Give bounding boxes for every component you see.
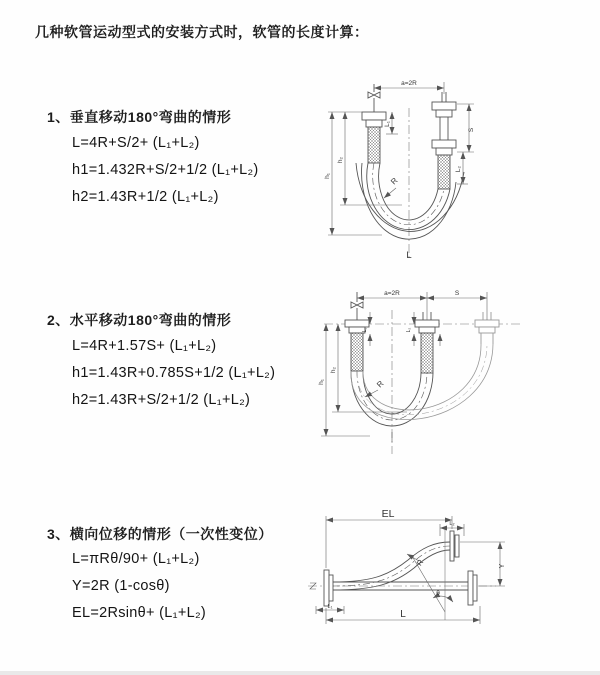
dim-label-l: L — [406, 250, 412, 261]
diagram-lateral-displacement — [300, 498, 600, 663]
dim-label-s: S — [468, 127, 475, 133]
right-pipe-fitting — [432, 92, 456, 189]
section-2-formula-l: L=4R+1.57S+ (L₁+L₂) — [72, 338, 217, 354]
section-3-formula-y: Y=2R (1-cosθ) — [72, 578, 170, 594]
valve-icon — [351, 292, 363, 320]
dim-label-y: Y — [499, 563, 506, 569]
dim-label-r: R — [389, 176, 400, 187]
dim-label-h2: h₂ — [337, 156, 344, 164]
page-bottom-edge — [0, 671, 600, 675]
page-title: 几种软管运动型式的安装方式时，软管的长度计算： — [35, 24, 369, 40]
curved-hose — [333, 542, 450, 590]
section-1-formula-l: L=4R+S/2+ (L₁+L₂) — [72, 135, 200, 151]
dim-label-span: a=2R — [384, 290, 400, 297]
dim-label-r: R — [375, 379, 386, 390]
dim-label-h1: h₁ — [318, 379, 325, 385]
section-1-formula-h2: h2=1.43R+1/2 (L₁+L₂) — [72, 189, 219, 205]
dim-label-l1: L₁ — [384, 121, 391, 127]
diagram-horizontal-180-bend — [312, 284, 542, 469]
section-2-heading: 2、水平移动180°弯曲的情形 — [47, 312, 232, 328]
dim-label-el: EL — [381, 508, 395, 520]
left-pipe-fitting — [362, 112, 386, 163]
section-3-formula-l: L=πRθ/90+ (L₁+L₂) — [72, 551, 200, 567]
dim-label-h2: h₂ — [330, 366, 337, 374]
dim-label-l2: L₂ — [455, 165, 462, 173]
dim-label-l1: L₁ — [362, 327, 368, 333]
dim-label-l2: L₂ — [406, 327, 412, 333]
upper-flange — [450, 531, 459, 561]
section-1-formula-h1: h1=1.432R+S/2+1/2 (L₁+L₂) — [72, 162, 259, 178]
section-2-formula-h2: h2=1.43R+S/2+1/2 (L₁+L₂) — [72, 392, 251, 408]
right-lower-flange — [468, 571, 477, 605]
dim-label-l: L — [400, 609, 406, 620]
dim-label-l2: L₂ — [449, 521, 455, 527]
diagram-vertical-180-bend — [312, 72, 532, 267]
dim-label-span: a=2R — [401, 80, 417, 87]
dim-label-r: R — [414, 557, 426, 568]
dim-label-l1: L₁ — [327, 604, 333, 610]
dim-label-s: S — [454, 290, 460, 297]
dim-label-theta: θ — [436, 590, 440, 597]
left-pipe-fitting — [345, 320, 369, 371]
dim-label-h1: h₁ — [324, 173, 331, 179]
left-flange — [324, 570, 333, 606]
dimension-lines — [316, 516, 505, 624]
section-3-formula-el: EL=2Rsinθ+ (L₁+L₂) — [72, 605, 207, 621]
section-1-heading: 1、垂直移动180°弯曲的情形 — [47, 109, 232, 125]
middle-pipe-fitting — [415, 312, 439, 373]
section-3-heading: 3、横向位移的情形（一次性变位） — [47, 526, 273, 542]
section-2-formula-h1: h1=1.43R+0.785S+1/2 (L₁+L₂) — [72, 365, 276, 381]
